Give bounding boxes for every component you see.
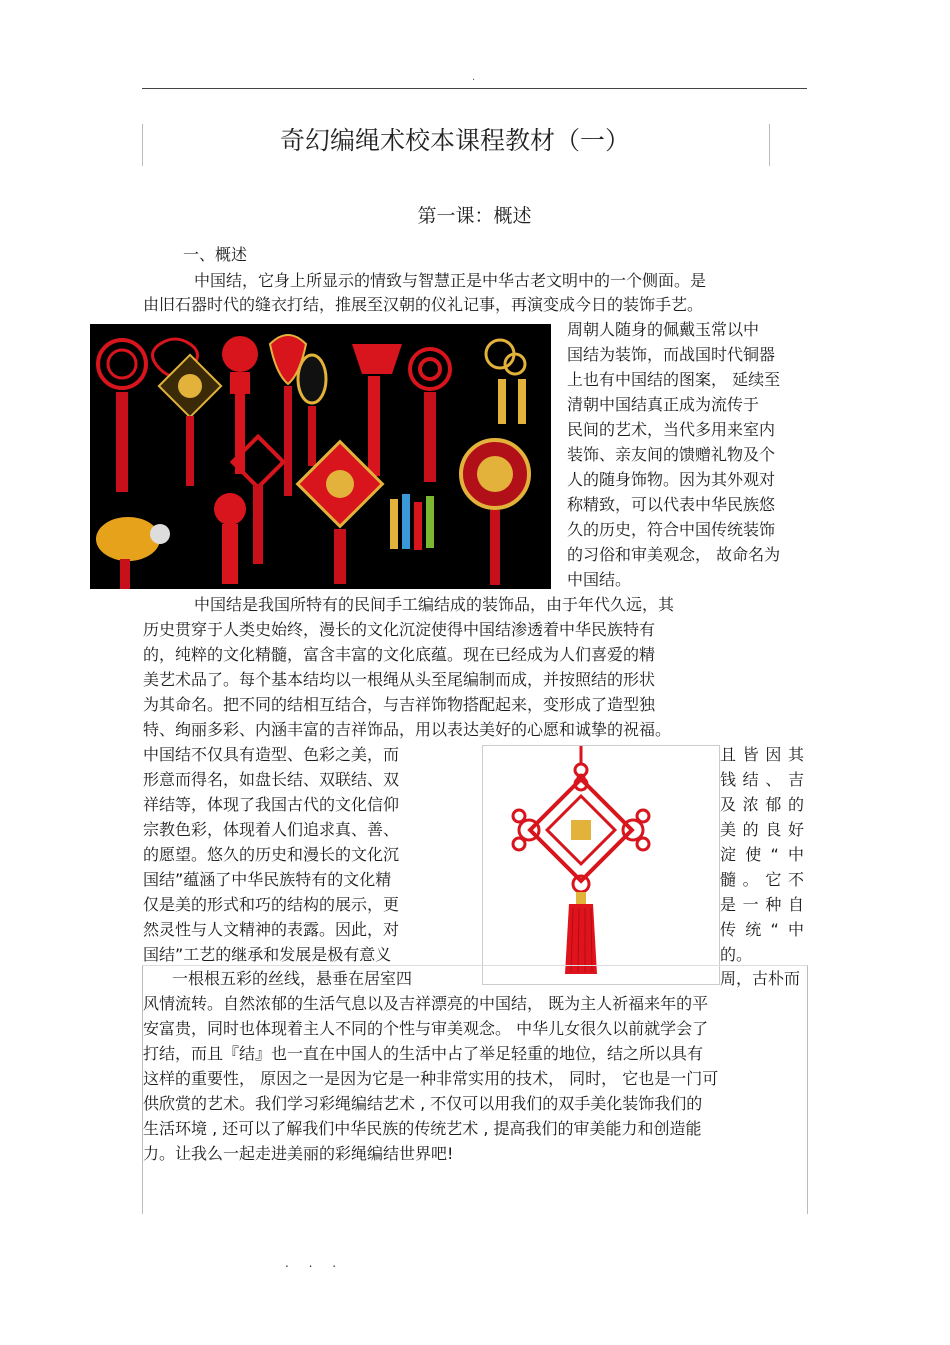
text-line: 的愿望。悠久的历史和漫长的文化沉 [143, 845, 400, 864]
text-line: 及浓郁的 [720, 795, 804, 814]
text-line: 中国结是我国所特有的民间手工编结成的装饰品，由于年代久远，其 [194, 595, 675, 614]
text-line: 特、绚丽多彩、内涵丰富的吉祥饰品，用以表达美好的心愿和诚挚的祝福。 [143, 720, 672, 739]
text-line: 美的良好 [720, 820, 804, 839]
text-line: 仅是美的形式和巧的结构的展示，更 [143, 895, 400, 914]
lesson-heading: 第一课：概述 [417, 205, 532, 227]
text-line: 生活环境 , 还可以了解我们中华民族的传统艺术 , 提高我们的审美能力和创造能 [143, 1119, 702, 1138]
text-line: 周，古朴而 [720, 969, 801, 988]
text-line: 装饰、亲友间的馈赠礼物及个 [567, 445, 776, 464]
text-line: 髓。它不 [720, 870, 804, 889]
text-line: 且皆因其 [720, 745, 804, 764]
text-line: 周朝人随身的佩戴玉常以中 [567, 320, 760, 339]
text-line: 上也有中国结的图案， 延续至 [567, 370, 781, 389]
text-line: 的。 [720, 945, 753, 964]
text-line: 然灵性与人文精神的表露。因此，对 [143, 920, 400, 939]
text-line: 久的历史，符合中国传统装饰 [567, 520, 776, 539]
text-line: 中国结，它身上所显示的情致与智慧正是中华古老文明中的一个侧面。是 [194, 271, 707, 290]
text-line: 祥结等，体现了我国古代的文化信仰 [143, 795, 400, 814]
text-line: 民间的艺术，当代多用来室内 [567, 420, 776, 439]
text-line: 清朝中国结真正成为流传于 [567, 395, 760, 414]
text-line: 安富贵，同时也体现着主人不同的个性与审美观念。 中华儿女很久以前就学会了 [143, 1019, 709, 1038]
text-line: 打结，而且『结』也一直在中国人的生活中占了举足轻重的地位，结之所以具有 [143, 1044, 704, 1063]
text-line: 风情流转。自然浓郁的生活气息以及吉祥漂亮的中国结， 既为主人祈福来年的平 [143, 994, 709, 1013]
text-line: 一根根五彩的丝线，悬垂在居室四 [172, 969, 413, 988]
text-line: 为其命名。把不同的结相互结合，与吉祥饰物搭配起来，变形成了造型独 [143, 695, 656, 714]
text-line: 美艺术品了。每个基本结均以一根绳从头至尾编制而成，并按照结的形状 [143, 670, 656, 689]
text-line: 的习俗和审美观念， 故命名为 [567, 545, 781, 564]
text-line: 传统“中 [720, 920, 804, 939]
text-line: 国结为装饰，而战国时代铜器 [567, 345, 776, 364]
text-line: 是一种自 [720, 895, 804, 914]
text-line: 的，纯粹的文化精髓，富含丰富的文化底蕴。现在已经成为人们喜爱的精 [143, 645, 656, 664]
text-line: 中国结不仅具有造型、色彩之美，而 [143, 745, 400, 764]
text-line: 由旧石器时代的缝衣打结，推展至汉朝的仪礼记事，再演变成今日的装饰手艺。 [143, 295, 704, 314]
footer-dots: . . . [285, 1256, 345, 1270]
text-line: 国结”蕴涵了中华民族特有的文化精 [143, 870, 392, 889]
text-line: 历史贯穿于人类史始终，漫长的文化沉淀使得中国结渗透着中华民族特有 [143, 620, 656, 639]
text-line: 宗教色彩，体现着人们追求真、善、 [143, 820, 400, 839]
text-line: 形意而得名，如盘长结、双联结、双 [143, 770, 400, 789]
text-line: 国结”工艺的继承和发展是极有意义 [143, 945, 392, 964]
text-line: 中国结。 [567, 570, 632, 589]
page-title: 奇幻编绳术校本课程教材（一） [279, 126, 630, 155]
text-line: 称精致，可以代表中华民族悠 [567, 495, 776, 514]
red-knot-image [482, 745, 720, 985]
text-line: 人的随身饰物。因为其外观对 [567, 470, 776, 489]
header-dot: . [472, 72, 476, 83]
knot-collage-image [90, 324, 551, 589]
text-line: 钱结、吉 [720, 770, 804, 789]
text-line: 力。让我么一起走进美丽的彩绳编结世界吧! [143, 1144, 454, 1163]
text-line: 淀使“中 [720, 845, 804, 864]
section-heading: 一、概述 [183, 245, 248, 264]
header-rule [142, 88, 807, 89]
text-line: 这样的重要性， 原因之一是因为它是一种非常实用的技术， 同时， 它也是一门可 [143, 1069, 719, 1088]
text-line: 供欣赏的艺术。我们学习彩绳编结艺术 , 不仅可以用我们的双手美化装饰我们的 [143, 1094, 703, 1113]
